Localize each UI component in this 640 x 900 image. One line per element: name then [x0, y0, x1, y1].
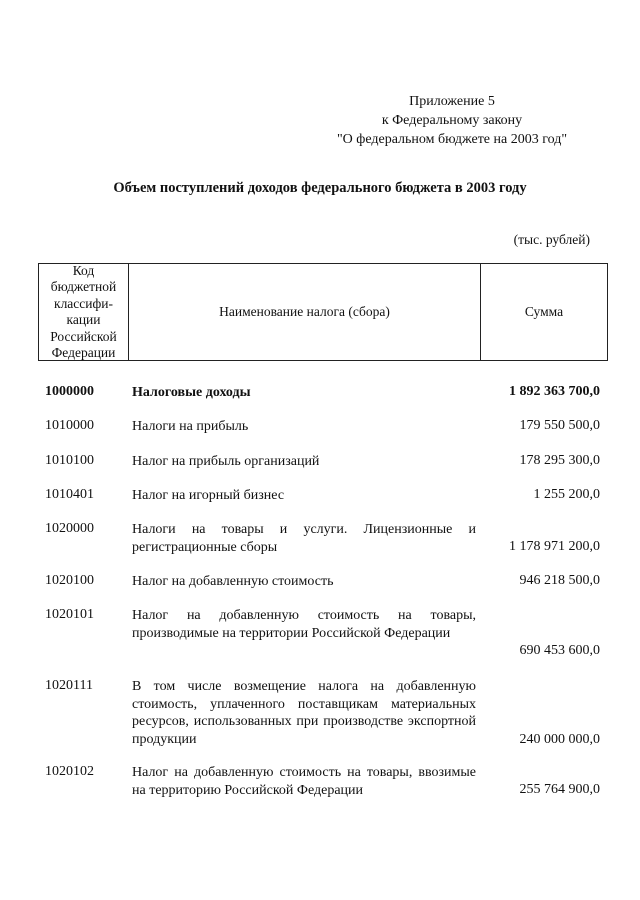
row-amount: 1 255 200,0: [533, 487, 600, 502]
row-amount: 946 218 500,0: [519, 573, 600, 588]
row-name: Налоги на прибыль: [132, 419, 249, 434]
row-code: 1020111: [45, 678, 93, 693]
row-name: Налог на игорный бизнес: [132, 488, 285, 503]
row-name: В том числе возмещение налога на добавленную стоимость, уплаченного поставщикам материальных ресурсов, использованных при производстве экспортной продукции: [132, 679, 476, 747]
appendix-number: Приложение 5: [409, 94, 495, 109]
row-name: Налог на добавленную стоимость на товары, ввозимые на территорию Российской Федерации: [132, 765, 476, 798]
row-name: Налоги на товары и услуги. Лицензионные и регистрационные сборы: [132, 522, 476, 555]
row-code: 1010401: [45, 487, 94, 502]
header-name-label: Наименование налога (сбора): [219, 303, 390, 319]
row-amount: 240 000 000,0: [519, 732, 600, 747]
header-code-line: Федерации: [51, 345, 116, 360]
row-name: Налоговые доходы: [132, 385, 251, 400]
header-code-line: бюджетной: [50, 279, 117, 294]
appendix-block: [322, 92, 582, 149]
row-amount: 690 453 600,0: [519, 643, 600, 658]
table-header: [38, 263, 608, 361]
row-code: 1020100: [45, 573, 94, 588]
header-sum-cell: [481, 264, 607, 360]
row-code: 1020000: [45, 521, 94, 536]
header-code-line: классифи-: [54, 295, 113, 311]
row-amount: 178 295 300,0: [519, 453, 600, 468]
row-amount: 1 892 363 700,0: [509, 384, 600, 399]
row-amount: 1 178 971 200,0: [509, 539, 600, 554]
header-code-line: кации: [66, 312, 101, 327]
row-name: Налог на добавленную стоимость на товары, производимые на территории Российской Федерации: [132, 608, 476, 641]
row-name: Налог на прибыль организаций: [132, 454, 320, 469]
row-code: 1010000: [45, 418, 94, 433]
document-title: Объем поступлений доходов федерального бюджета в 2003 году: [113, 180, 527, 196]
row-code: 1020102: [45, 764, 94, 779]
header-code-line: Код: [72, 262, 95, 278]
header-sum-label: Сумма: [524, 303, 564, 319]
appendix-law-title: "О федеральном бюджете на 2003 год": [336, 132, 568, 147]
units-label: (тыс. рублей): [513, 232, 590, 247]
row-code: 1020101: [45, 607, 94, 622]
header-code-cell: [39, 264, 129, 360]
row-code: 1010100: [45, 453, 94, 468]
header-code-line: Российской: [50, 328, 117, 344]
row-amount: 179 550 500,0: [519, 418, 600, 433]
header-name-cell: [129, 264, 481, 360]
row-name: Налог на добавленную стоимость: [132, 574, 334, 589]
row-code: 1000000: [45, 384, 94, 399]
row-amount: 255 764 900,0: [519, 782, 600, 797]
appendix-law-reference: к Федеральному закону: [381, 113, 523, 128]
